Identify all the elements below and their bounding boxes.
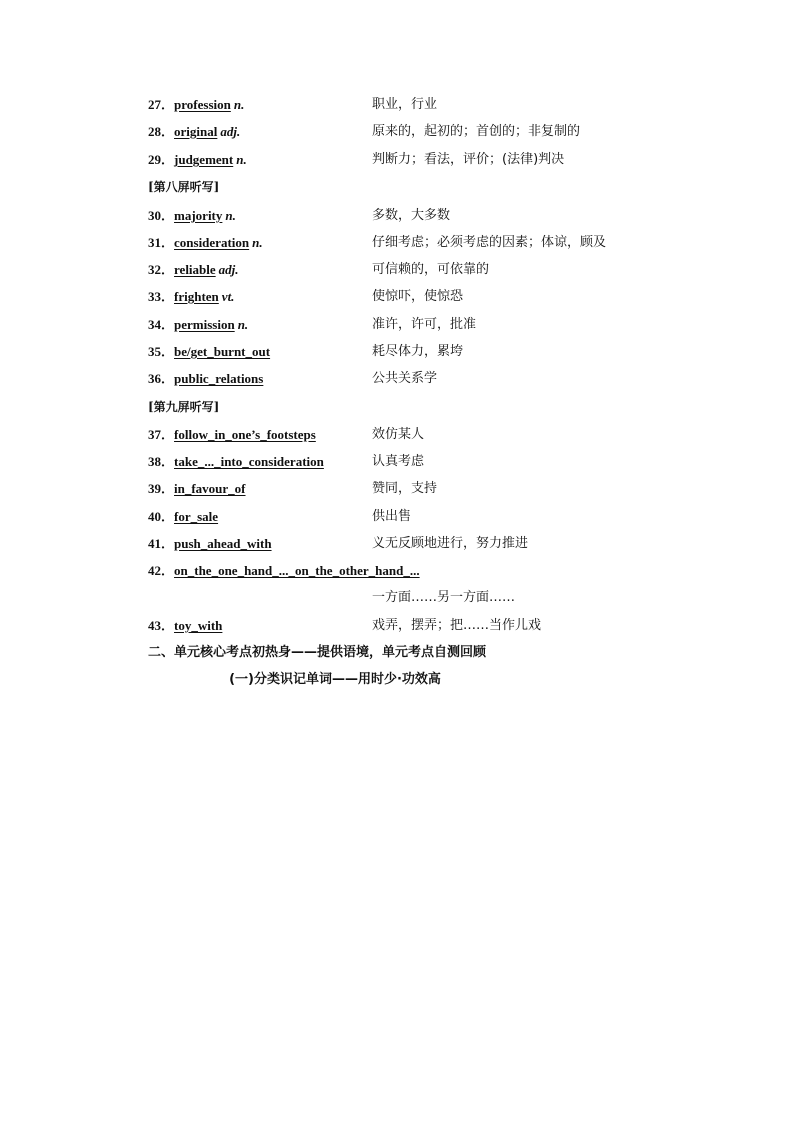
entry-number: 43． — [148, 618, 175, 633]
entry-number: 34． — [148, 317, 175, 332]
entry-meaning: 公共关系学 — [372, 371, 438, 386]
entry-meaning: 一方面……另一方面…… — [372, 590, 516, 605]
vocab-entry-33 — [148, 287, 668, 307]
vocab-entry-40 — [148, 507, 668, 527]
entry-term: in_favour_of — [174, 481, 246, 496]
vocab-entry-39 — [148, 479, 668, 499]
entry-meaning: 戏弄，摆弄；把……当作儿戏 — [372, 618, 542, 633]
vocab-entry-42 — [148, 561, 668, 581]
entry-meaning: 效仿某人 — [372, 427, 425, 442]
entry-number: 35． — [148, 344, 175, 359]
entry-term: public_relations — [174, 371, 264, 386]
entry-term: original — [174, 124, 218, 139]
entry-pos: n. — [233, 97, 245, 112]
entry-meaning: 原来的，起初的；首创的；非复制的 — [372, 124, 581, 139]
entry-number: 31． — [148, 235, 175, 250]
entry-number: 41． — [148, 536, 175, 551]
entry-term: toy_with — [174, 618, 223, 633]
entry-meaning: 多数，大多数 — [372, 208, 451, 223]
entry-meaning: 使惊吓，使惊恐 — [372, 289, 464, 304]
entry-meaning: 可信赖的，可依靠的 — [372, 262, 490, 277]
section-label-9: [第九屏听写] — [148, 400, 220, 414]
entry-pos: vt. — [221, 289, 235, 304]
vocab-entry-34 — [148, 315, 668, 335]
section-heading: 二、单元核心考点初热身——提供语境，单元考点自测回顾 — [148, 645, 487, 660]
vocab-entry-30 — [148, 206, 668, 226]
entry-number: 33． — [148, 289, 175, 304]
entry-pos: n. — [225, 208, 236, 223]
entry-pos: n. — [236, 152, 247, 167]
entry-meaning: 准许，许可，批准 — [372, 317, 477, 332]
entry-term: consideration — [174, 235, 250, 250]
entry-term: take_..._into_consideration — [174, 454, 324, 469]
entry-number: 27． — [148, 97, 175, 112]
entry-term: frighten — [174, 289, 219, 304]
entry-number: 39． — [148, 481, 175, 496]
entry-term: majority — [174, 208, 223, 223]
vocab-entry-43 — [148, 616, 668, 636]
entry-pos: adj. — [218, 262, 239, 277]
entry-meaning: 耗尽体力，累垮 — [372, 344, 464, 359]
vocab-entry-28 — [148, 122, 668, 142]
entry-meaning: 赞同，支持 — [372, 481, 438, 496]
entry-number: 37． — [148, 427, 175, 442]
entry-number: 28． — [148, 124, 175, 139]
entry-term: judgement — [174, 152, 234, 167]
entry-number: 40． — [148, 509, 175, 524]
vocab-entry-27 — [148, 95, 668, 115]
vocab-entry-32 — [148, 260, 668, 280]
entry-number: 30． — [148, 208, 175, 223]
entry-term: push_ahead_with — [174, 536, 272, 551]
sub-heading: (一)分类识记单词——用时少·功效高 — [229, 672, 441, 687]
entry-term: profession — [174, 97, 231, 112]
entry-meaning: 义无反顾地进行，努力推进 — [372, 536, 529, 551]
entry-term: reliable — [174, 262, 216, 277]
entry-meaning: 仔细考虑；必须考虑的因素；体谅，顾及 — [372, 235, 607, 250]
entry-pos: n. — [237, 317, 249, 332]
entry-term: follow_in_one’s_footsteps — [174, 427, 316, 442]
vocab-entry-41 — [148, 534, 668, 554]
entry-term: be/get_burnt_out — [174, 344, 271, 359]
entry-number: 32． — [148, 262, 175, 277]
entry-meaning: 判断力；看法，评价；(法律)判决 — [372, 152, 565, 167]
entry-number: 38． — [148, 454, 175, 469]
vocab-entry-31 — [148, 233, 668, 253]
entry-number: 42． — [148, 563, 175, 578]
vocab-entry-38 — [148, 452, 668, 472]
vocab-entry-37 — [148, 425, 668, 445]
entry-term: permission — [174, 317, 235, 332]
vocab-entry-29 — [148, 150, 668, 170]
entry-term: on_the_one_hand_..._on_the_other_hand_... — [174, 563, 420, 578]
entry-meaning: 认真考虑 — [372, 454, 425, 469]
entry-pos: adj. — [220, 124, 241, 139]
vocab-entry-35 — [148, 342, 668, 362]
entry-meaning: 职业，行业 — [372, 97, 438, 112]
entry-number: 36． — [148, 371, 175, 386]
entry-meaning: 供出售 — [372, 509, 412, 524]
section-label-8: [第八屏听写] — [148, 180, 220, 194]
entry-number: 29． — [148, 152, 175, 167]
entry-pos: n. — [252, 235, 263, 250]
vocab-entry-36 — [148, 369, 668, 389]
entry-term: for_sale — [174, 509, 219, 524]
vocab-entry-42-meaning-line — [148, 588, 668, 608]
